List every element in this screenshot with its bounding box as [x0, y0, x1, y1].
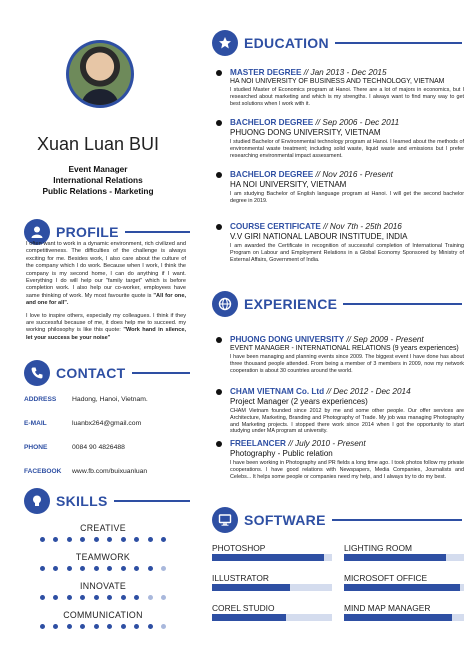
- entry-header: [230, 68, 464, 77]
- bullet: [216, 441, 222, 447]
- skill-name: CREATIVE: [80, 523, 126, 533]
- school: PHUONG DONG UNIVERSITY, VIETNAM: [230, 128, 381, 137]
- entry-date: // Dec 2012 - Dec 2014: [326, 387, 411, 396]
- skill-dot: [67, 624, 72, 629]
- skill-dot: [80, 537, 85, 542]
- skills-list: [28, 523, 178, 639]
- software-item: [212, 573, 332, 591]
- software-bar-fill: [344, 554, 446, 561]
- skill-dot: [148, 595, 153, 600]
- experience-item: [214, 387, 464, 439]
- skill-dot: [40, 595, 45, 600]
- skill-dot: [40, 566, 45, 571]
- entry-date: // Jan 2013 - Dec 2015: [303, 68, 387, 77]
- entry-header: [230, 170, 464, 179]
- skill-dot: [148, 624, 153, 629]
- software-bar-fill: [212, 584, 290, 591]
- skill-dot: [161, 595, 166, 600]
- skill-item: [28, 552, 178, 581]
- skill-dot: [94, 624, 99, 629]
- software-bar-fill: [344, 614, 452, 621]
- software-item: [344, 573, 464, 591]
- skill-rating: [28, 566, 178, 571]
- software-bar: [212, 554, 332, 561]
- section-title: EDUCATION: [244, 35, 329, 51]
- bullet: [216, 172, 222, 178]
- bullet: [216, 224, 222, 230]
- degree: BACHELOR DEGREE: [230, 170, 314, 179]
- skill-dot: [67, 595, 72, 600]
- skill-item: [28, 523, 178, 552]
- entry-header: [230, 118, 464, 127]
- skill-dot: [107, 566, 112, 571]
- divider: [335, 42, 462, 44]
- section-title: EXPERIENCE: [244, 296, 338, 312]
- software-bar-fill: [212, 554, 324, 561]
- entry-description: I have been working in Photography and PR fields a long time ago. I took photos follow my private cooperations. I have good relations with Newspapers, Media Companies, Journalists and Celebs... It helps some people or companies need my help, and I always try to do my best.: [230, 460, 464, 480]
- position: Project Manager (2 years experiences): [230, 397, 368, 406]
- profile-paragraph: [26, 241, 186, 308]
- entry-date: // Sep 2006 - Dec 2011: [315, 118, 400, 127]
- skill-dot: [121, 624, 126, 629]
- profile-paragraph-text: I love to inspire others, especially my colleagues. I think if they are successful because of me, it does help me to succeed. my working philosophy is like this quote:: [26, 312, 186, 334]
- entry-header: [230, 335, 464, 344]
- skill-dot: [40, 624, 45, 629]
- contact-label: E-MAIL: [24, 420, 47, 427]
- contact-phone: [24, 444, 194, 468]
- education-list: [214, 68, 464, 263]
- software-bar: [212, 584, 332, 591]
- education-section-header: [212, 30, 462, 56]
- bullet: [216, 337, 222, 343]
- skill-dot: [80, 566, 85, 571]
- candidate-name: Xuan Luan BUI: [36, 134, 160, 154]
- software-bar: [212, 614, 332, 621]
- entry-description: I studied Master of Economics program at Hanoi. There are a lot of majors in economics, but I researched about marketing and which is my strengths. I always want to find many way to get best solutions when I work with it.: [230, 87, 464, 107]
- skill-dot: [161, 624, 166, 629]
- role-line: Public Relations - Marketing: [42, 186, 154, 196]
- contact-label: PHONE: [24, 444, 48, 451]
- contact-value: Hadong, Hanoi, Vietnam.: [72, 396, 148, 403]
- skill-dot: [107, 595, 112, 600]
- skill-name: COMMUNICATION: [63, 610, 143, 620]
- role-line: Event Manager: [68, 164, 128, 174]
- entry-description: I studied Bachelor of Environmental technology program at Hanoi. I learned about the methods of environmental waste treatment; including solid waste, liquid waste and emissions but I prefer researching environmental impact assessment.: [230, 139, 464, 159]
- software-item: [212, 543, 332, 561]
- software-name: ILLUSTRATOR: [212, 573, 269, 583]
- phone-icon: [24, 360, 50, 386]
- contact-email: [24, 420, 194, 444]
- skill-name: TEAMWORK: [75, 552, 131, 562]
- contact-label: ADDRESS: [24, 396, 57, 403]
- software-name: COREL STUDIO: [212, 603, 275, 613]
- software-item: [212, 603, 332, 621]
- skill-dot: [94, 595, 99, 600]
- skill-dot: [161, 566, 166, 571]
- skill-dot: [107, 624, 112, 629]
- section-title: SOFTWARE: [244, 512, 326, 528]
- bullet: [216, 120, 222, 126]
- skill-dot: [53, 624, 58, 629]
- contact-label: FACEBOOK: [24, 468, 62, 475]
- profile-text: [26, 241, 186, 347]
- divider: [114, 500, 190, 502]
- section-title: SKILLS: [56, 493, 108, 509]
- section-title: CONTACT: [56, 365, 126, 381]
- skill-dot: [148, 537, 153, 542]
- contact-section-header: [24, 360, 190, 386]
- bullet: [216, 389, 222, 395]
- left-column: [0, 0, 196, 670]
- email-link[interactable]: luanbx264@gmail.com: [72, 420, 142, 427]
- skill-dot: [53, 566, 58, 571]
- divider: [132, 372, 191, 374]
- school: HA NOI UNIVERSITY, VIETNAM: [230, 180, 347, 189]
- company: FREELANCER: [230, 439, 286, 448]
- entry-description: I am awarded the Certificate in recognition of successful completion of International Training Program on Labour and Employment Relations in a Global Economy Sponsored by Ministry of External Affairs, Government of India.: [230, 243, 464, 263]
- school: V.V GIRI NATIONAL LABOUR INSTITUDE, INDIA: [230, 232, 408, 241]
- skill-item: [28, 581, 178, 610]
- section-title: PROFILE: [56, 224, 119, 240]
- software-bar: [344, 584, 464, 591]
- company: CHAM VIETNAM Co. Ltd: [230, 387, 325, 396]
- skill-dot: [67, 537, 72, 542]
- right-column: [200, 0, 474, 670]
- profile-quote: "Work hand in silence, let your success be your noise": [26, 327, 186, 341]
- entry-header: [230, 439, 464, 448]
- skill-name: INNOVATE: [79, 581, 127, 591]
- skill-dot: [107, 537, 112, 542]
- software-name: PHOTOSHOP: [212, 543, 266, 553]
- facebook-link[interactable]: www.fb.com/buixuanluan: [72, 468, 148, 475]
- software-name: LIGHTING ROOM: [344, 543, 412, 553]
- phone-number: 0084 90 4826488: [72, 444, 125, 451]
- software-section-header: [212, 507, 462, 533]
- education-item: [214, 68, 464, 118]
- skill-rating: [28, 624, 178, 629]
- education-item: [214, 170, 464, 222]
- entry-description: I am studying Bachelor of English language program at Hanoi. I will get the second bachelor degree in 2019.: [230, 191, 464, 204]
- degree: BACHELOR DEGREE: [230, 118, 314, 127]
- skill-dot: [134, 595, 139, 600]
- role-line: International Relations: [53, 175, 143, 185]
- software-bar-fill: [212, 614, 286, 621]
- software-item: [344, 603, 464, 621]
- profile-photo: [69, 43, 131, 105]
- entry-date: // July 2010 - Present: [288, 439, 366, 448]
- skill-dot: [53, 537, 58, 542]
- skills-section-header: [24, 488, 190, 514]
- entry-header: [230, 222, 464, 231]
- software-list: [212, 543, 462, 621]
- skill-dot: [40, 537, 45, 542]
- skill-rating: [28, 537, 178, 542]
- lightbulb-icon: [24, 488, 50, 514]
- education-item: [214, 118, 464, 170]
- software-name: MIND MAP MANAGER: [344, 603, 431, 613]
- entry-header: [230, 387, 464, 396]
- software-item: [344, 543, 464, 561]
- profile-paragraph: [26, 313, 186, 343]
- star-icon: [212, 30, 238, 56]
- globe-icon: [212, 291, 238, 317]
- skill-dot: [134, 537, 139, 542]
- education-item: [214, 222, 464, 263]
- skill-dot: [80, 595, 85, 600]
- school: HA NOI UNIVERSITY OF BUSINESS AND TECHNOLOGY, VIETNAM: [230, 78, 445, 85]
- entry-date: // Nov 7th - 25th 2016: [323, 222, 402, 231]
- entry-description: I have been managing and planning events since 2009. The biggest event I have done has about three thousand people attended. From being a member of 3 members in 2009, now my network cooperation is about 30 countries around the world.: [230, 354, 464, 374]
- position: EVENT MANAGER - INTERNATIONAL RELATIONS (9 years experiences): [230, 345, 459, 352]
- candidate-roles: [0, 164, 196, 197]
- software-bar: [344, 614, 464, 621]
- experience-item: [214, 439, 464, 480]
- experience-item: [214, 335, 464, 387]
- entry-date: // Nov 2016 - Present: [315, 170, 393, 179]
- experience-section-header: [212, 291, 462, 317]
- skill-dot: [80, 624, 85, 629]
- divider: [332, 519, 462, 521]
- degree: MASTER DEGREE: [230, 68, 302, 77]
- skill-item: [28, 610, 178, 639]
- entry-description: CHAM Vietnam founded since 2012 by me and some other people. Our offer services are Architecture, Marketing, Branding and Photography of Trade. My job was managing Photography and Marketing projects. I stopped there work since 2014 when I got the opportunity to start studying under MA program at university.: [230, 408, 464, 435]
- skill-rating: [28, 595, 178, 600]
- profile-quote: "All for one, and one for all".: [26, 292, 186, 307]
- skill-dot: [134, 624, 139, 629]
- entry-date: // Sep 2009 - Present: [346, 335, 424, 344]
- skill-dot: [94, 566, 99, 571]
- experience-list: [214, 335, 464, 480]
- position: Photography - Public relation: [230, 449, 333, 458]
- profile-paragraph-text: I often want to work in a dynamic environment, rich civilized and competitiveness. The difficulties of the challenge is always exciting for me. Besides work, I also care about the culture of the company which I do work. Because when I work, I think the company is my second home, I can do anything if I want. Everything I do will help our "family target" which is before completion work. I also help our co-worker, employees have same thinking of work. My most favourite quote is: [26, 241, 186, 299]
- skill-dot: [134, 566, 139, 571]
- skill-dot: [148, 566, 153, 571]
- divider: [343, 303, 462, 305]
- company: PHUONG DONG UNIVERSITY: [230, 335, 345, 344]
- skill-dot: [53, 595, 58, 600]
- software-name: MICROSOFT OFFICE: [344, 573, 428, 583]
- bullet: [216, 70, 222, 76]
- skill-dot: [67, 566, 72, 571]
- skill-dot: [161, 537, 166, 542]
- software-bar-fill: [344, 584, 460, 591]
- skill-dot: [121, 566, 126, 571]
- skill-dot: [121, 537, 126, 542]
- monitor-icon: [212, 507, 238, 533]
- contact-address: [24, 396, 194, 420]
- divider: [125, 231, 190, 233]
- contact-list: [24, 396, 194, 492]
- software-bar: [344, 554, 464, 561]
- degree: COURSE CERTIFICATE: [230, 222, 321, 231]
- skill-dot: [94, 537, 99, 542]
- avatar: [66, 40, 134, 108]
- skill-dot: [121, 595, 126, 600]
